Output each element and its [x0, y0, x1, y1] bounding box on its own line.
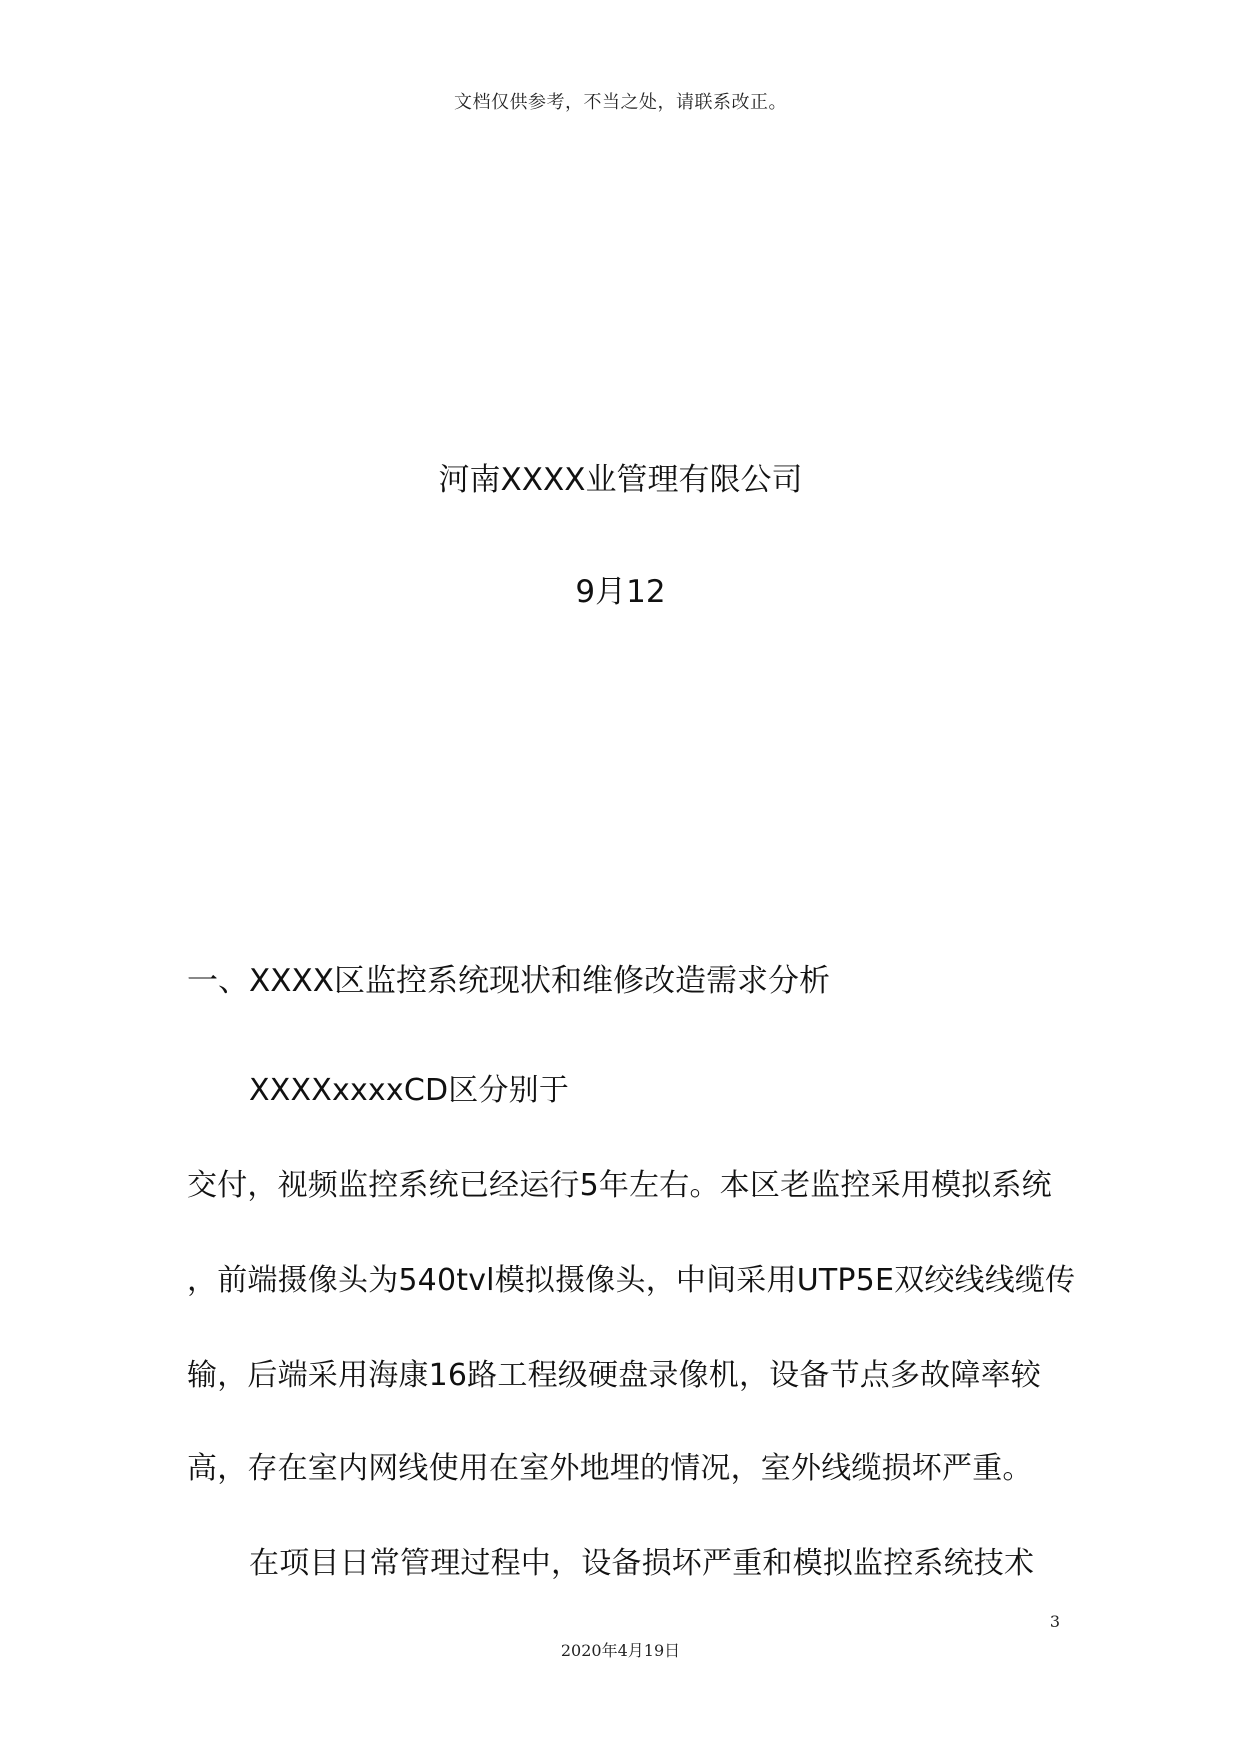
company-name: 河南XXXX业管理有限公司	[438, 462, 803, 498]
page-number: 3	[1049, 1612, 1060, 1631]
body-line: 高，存在室内网线使用在室外地埋的情况，室外线缆损坏严重。	[187, 1451, 1033, 1486]
header-note: 文档仅供参考，不当之处，请联系改正。	[454, 92, 787, 113]
section-heading: 一、XXXX区监控系统现状和维修改造需求分析	[187, 963, 830, 999]
body-line: XXXXxxxxCD区分别于	[249, 1073, 570, 1108]
body-line: 在项目日常管理过程中，设备损坏严重和模拟监控系统技术	[249, 1546, 1035, 1581]
cover-date: 9月12	[575, 574, 666, 610]
footer-date: 2020年4月19日	[560, 1641, 681, 1660]
body-line: 输，后端采用海康16路工程级硬盘录像机，设备节点多故障率较	[187, 1358, 1041, 1393]
body-line: ，前端摄像头为540tvl模拟摄像头，中间采用UTP5E双绞线线缆传	[187, 1263, 1076, 1298]
body-line: 交付，视频监控系统已经运行5年左右。本区老监控采用模拟系统	[187, 1168, 1052, 1203]
